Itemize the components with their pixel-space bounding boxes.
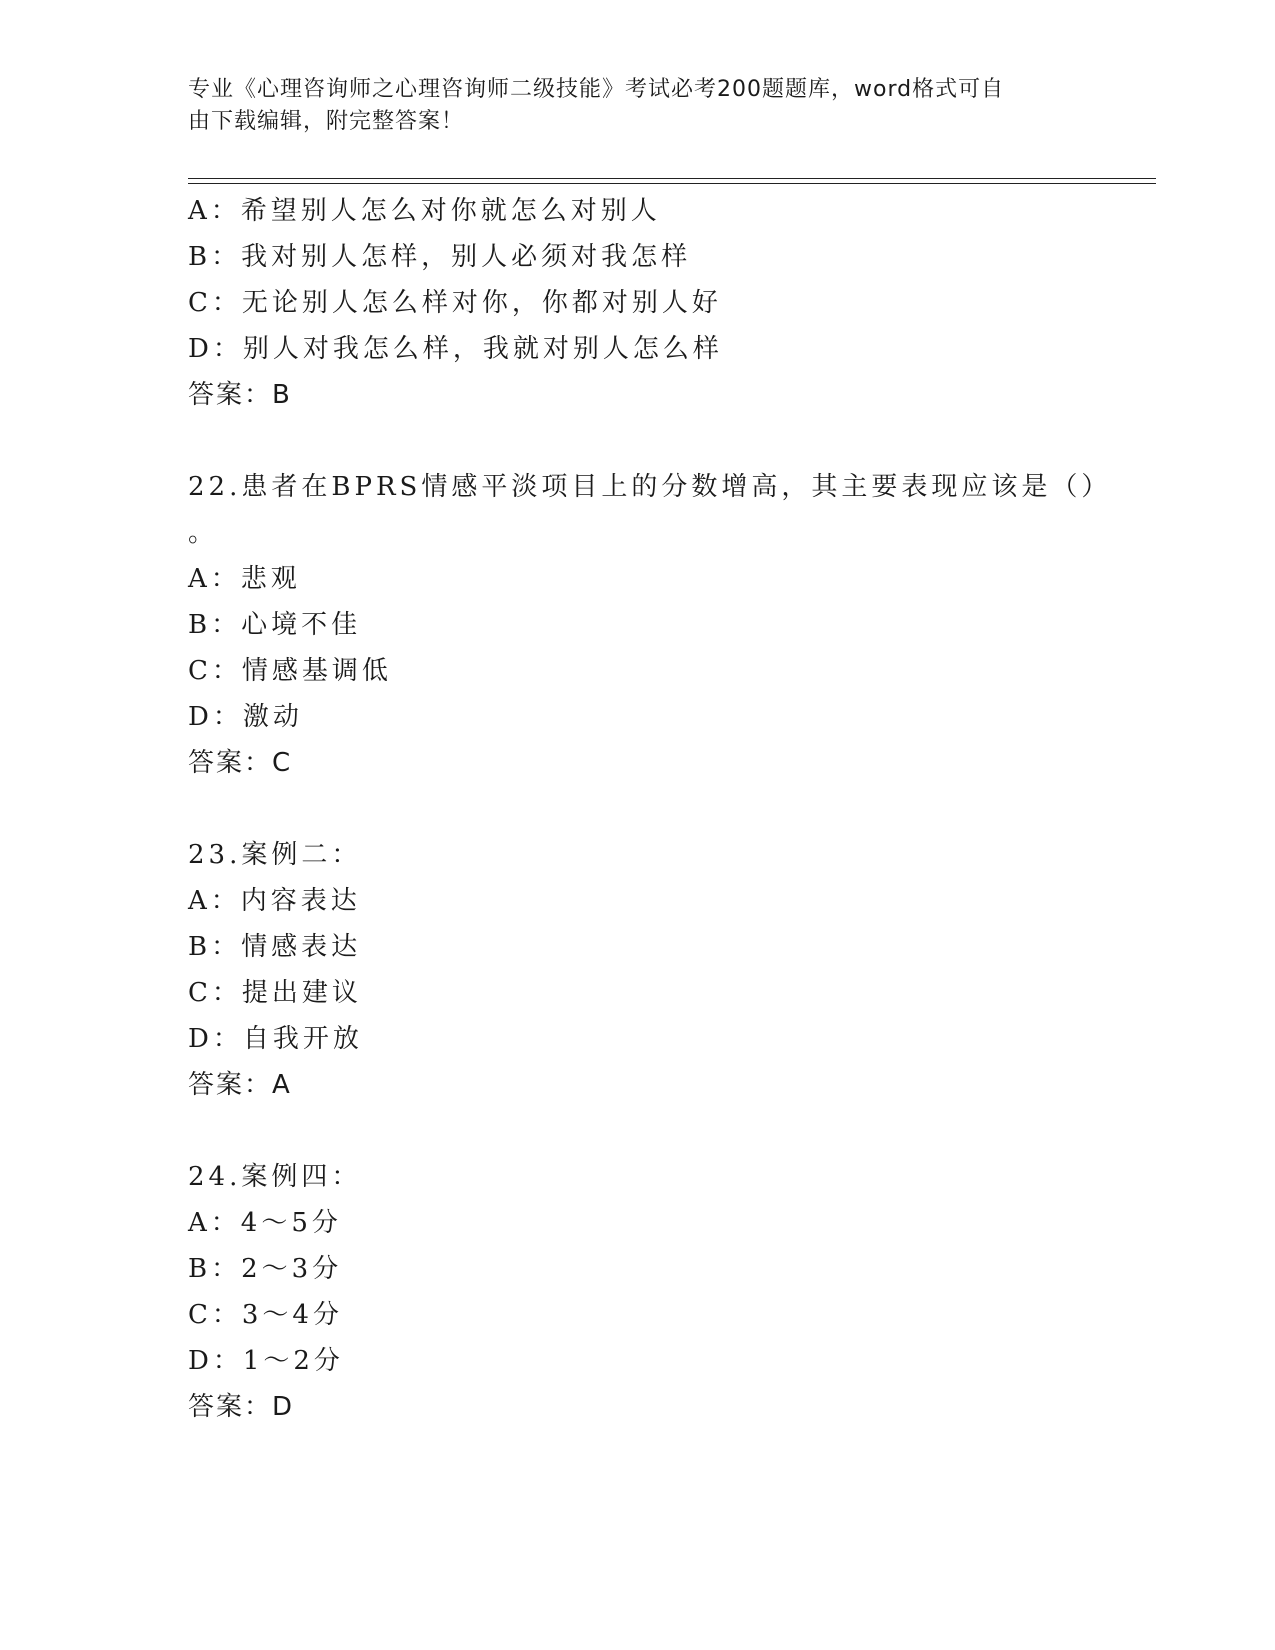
question-text: 22.患者在BPRS情感平淡项目上的分数增高，其主要表现应该是（） bbox=[188, 472, 1112, 502]
option-d: D：自我开放 bbox=[188, 1024, 363, 1054]
option-c: C：提出建议 bbox=[188, 978, 362, 1008]
option-d: D：1～2分 bbox=[188, 1346, 344, 1376]
option-d: D：别人对我怎么样，我就对别人怎么样 bbox=[188, 334, 723, 364]
answer: 答案：C bbox=[188, 748, 293, 778]
option-d: D：激动 bbox=[188, 702, 303, 732]
spacer bbox=[188, 786, 1088, 832]
option-b: B：我对别人怎样，别人必须对我怎样 bbox=[188, 242, 692, 272]
option-a: A：4～5分 bbox=[188, 1208, 342, 1238]
option-c: C：情感基调低 bbox=[188, 656, 392, 686]
question-21 bbox=[188, 188, 1088, 418]
option-b: B：情感表达 bbox=[188, 932, 362, 962]
answer: 答案：B bbox=[188, 380, 292, 410]
document-header bbox=[188, 74, 1068, 138]
option-a: A：内容表达 bbox=[188, 886, 361, 916]
header-divider-top bbox=[188, 178, 1156, 179]
question-23 bbox=[188, 832, 1088, 1108]
option-c: C：3～4分 bbox=[188, 1300, 343, 1330]
option-b: B：2～3分 bbox=[188, 1254, 343, 1284]
question-text: 23.案例二： bbox=[188, 840, 362, 870]
option-c: C：无论别人怎么样对你，你都对别人好 bbox=[188, 288, 722, 318]
question-text-continuation: 。 bbox=[188, 518, 215, 548]
option-a: A：希望别人怎么对你就怎么对别人 bbox=[188, 196, 661, 226]
spacer bbox=[188, 418, 1088, 464]
question-list bbox=[188, 188, 1112, 1430]
option-a: A：悲观 bbox=[188, 564, 301, 594]
header-divider-bottom bbox=[188, 183, 1156, 184]
header-line-1: 专业《心理咨询师之心理咨询师二级技能》考试必考200题题库，word格式可自 bbox=[188, 77, 1005, 102]
question-text: 24.案例四： bbox=[188, 1162, 362, 1192]
answer: 答案：A bbox=[188, 1070, 292, 1100]
header-line-2: 由下载编辑，附完整答案！ bbox=[188, 109, 465, 134]
option-b: B：心境不佳 bbox=[188, 610, 362, 640]
spacer bbox=[188, 1108, 1088, 1154]
question-24 bbox=[188, 1154, 1088, 1430]
answer: 答案：D bbox=[188, 1392, 295, 1422]
question-22 bbox=[188, 464, 1112, 786]
